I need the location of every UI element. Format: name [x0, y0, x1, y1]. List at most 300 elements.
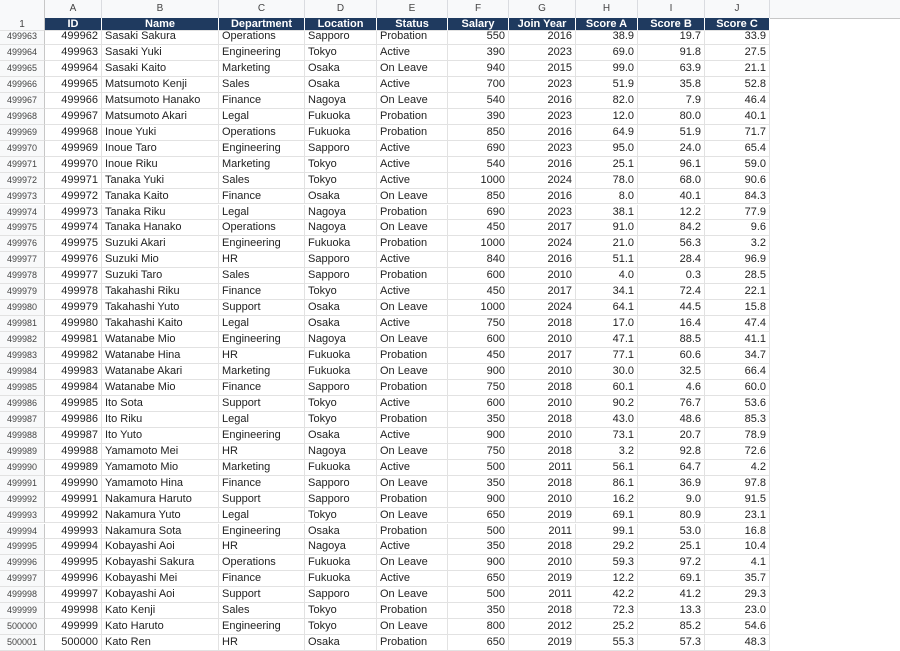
table-cell[interactable]: 450: [448, 348, 509, 364]
table-cell[interactable]: Kato Haruto: [102, 619, 219, 635]
table-cell[interactable]: 28.5: [705, 268, 770, 284]
table-cell[interactable]: Finance: [219, 380, 305, 396]
table-cell[interactable]: Sapporo: [305, 380, 377, 396]
table-cell[interactable]: 96.9: [705, 252, 770, 268]
table-cell[interactable]: Matsumoto Akari: [102, 109, 219, 125]
table-cell[interactable]: Tanaka Yuki: [102, 173, 219, 189]
table-header-join-year[interactable]: Join Year: [509, 18, 576, 31]
table-cell[interactable]: Marketing: [219, 364, 305, 380]
table-cell[interactable]: Active: [377, 77, 448, 93]
table-cell[interactable]: 38.1: [576, 205, 638, 221]
table-cell[interactable]: Sapporo: [305, 31, 377, 45]
table-header-salary[interactable]: Salary: [448, 18, 509, 31]
table-cell[interactable]: On Leave: [377, 93, 448, 109]
table-cell[interactable]: 840: [448, 252, 509, 268]
row-number[interactable]: 499970: [0, 141, 45, 157]
table-cell[interactable]: 499974: [45, 220, 102, 236]
table-cell[interactable]: Nagoya: [305, 332, 377, 348]
row-number[interactable]: 499963: [0, 31, 45, 45]
table-cell[interactable]: On Leave: [377, 189, 448, 205]
table-cell[interactable]: 499985: [45, 396, 102, 412]
table-cell[interactable]: Probation: [377, 524, 448, 540]
table-cell[interactable]: Marketing: [219, 157, 305, 173]
table-cell[interactable]: Suzuki Taro: [102, 268, 219, 284]
table-cell[interactable]: 7.9: [638, 93, 705, 109]
table-cell[interactable]: 499965: [45, 77, 102, 93]
table-cell[interactable]: Active: [377, 252, 448, 268]
table-cell[interactable]: Nagoya: [305, 205, 377, 221]
table-cell[interactable]: 12.2: [576, 571, 638, 587]
table-cell[interactable]: Engineering: [219, 45, 305, 61]
table-cell[interactable]: Kobayashi Mei: [102, 571, 219, 587]
table-cell[interactable]: Kobayashi Sakura: [102, 555, 219, 571]
table-cell[interactable]: 2016: [509, 93, 576, 109]
table-cell[interactable]: 53.0: [638, 524, 705, 540]
table-cell[interactable]: Legal: [219, 316, 305, 332]
table-cell[interactable]: Active: [377, 45, 448, 61]
table-cell[interactable]: Probation: [377, 603, 448, 619]
table-cell[interactable]: 56.1: [576, 460, 638, 476]
table-cell[interactable]: 499987: [45, 428, 102, 444]
table-cell[interactable]: 2017: [509, 284, 576, 300]
table-cell[interactable]: 350: [448, 476, 509, 492]
table-cell[interactable]: Tanaka Riku: [102, 205, 219, 221]
table-cell[interactable]: 59.0: [705, 157, 770, 173]
table-cell[interactable]: Legal: [219, 508, 305, 524]
table-cell[interactable]: 38.9: [576, 31, 638, 45]
table-cell[interactable]: 47.1: [576, 332, 638, 348]
table-cell[interactable]: 499964: [45, 61, 102, 77]
table-cell[interactable]: Engineering: [219, 428, 305, 444]
table-cell[interactable]: 2016: [509, 157, 576, 173]
table-cell[interactable]: Support: [219, 492, 305, 508]
table-cell[interactable]: Nakamura Haruto: [102, 492, 219, 508]
table-cell[interactable]: HR: [219, 348, 305, 364]
table-cell[interactable]: 24.0: [638, 141, 705, 157]
table-header-status[interactable]: Status: [377, 18, 448, 31]
table-cell[interactable]: Matsumoto Kenji: [102, 77, 219, 93]
column-header-c[interactable]: C: [219, 0, 305, 18]
table-cell[interactable]: 499963: [45, 45, 102, 61]
table-cell[interactable]: Active: [377, 539, 448, 555]
table-cell[interactable]: 34.7: [705, 348, 770, 364]
table-cell[interactable]: Fukuoka: [305, 109, 377, 125]
table-cell[interactable]: 21.1: [705, 61, 770, 77]
table-cell[interactable]: On Leave: [377, 508, 448, 524]
table-header-score-b[interactable]: Score B: [638, 18, 705, 31]
table-cell[interactable]: Probation: [377, 109, 448, 125]
table-cell[interactable]: 8.0: [576, 189, 638, 205]
table-cell[interactable]: Kato Kenji: [102, 603, 219, 619]
table-cell[interactable]: Osaka: [305, 316, 377, 332]
table-cell[interactable]: 48.6: [638, 412, 705, 428]
table-cell[interactable]: 22.1: [705, 284, 770, 300]
row-number[interactable]: 499981: [0, 316, 45, 332]
row-number[interactable]: 499996: [0, 555, 45, 571]
table-cell[interactable]: Inoue Riku: [102, 157, 219, 173]
table-cell[interactable]: 499971: [45, 173, 102, 189]
table-cell[interactable]: 25.2: [576, 619, 638, 635]
table-cell[interactable]: Takahashi Kaito: [102, 316, 219, 332]
table-cell[interactable]: 500: [448, 460, 509, 476]
table-cell[interactable]: 25.1: [576, 157, 638, 173]
table-cell[interactable]: 1000: [448, 173, 509, 189]
table-cell[interactable]: Marketing: [219, 61, 305, 77]
table-cell[interactable]: 499979: [45, 300, 102, 316]
table-cell[interactable]: 30.0: [576, 364, 638, 380]
table-cell[interactable]: 750: [448, 316, 509, 332]
table-cell[interactable]: 2016: [509, 189, 576, 205]
table-cell[interactable]: Takahashi Yuto: [102, 300, 219, 316]
table-cell[interactable]: 650: [448, 635, 509, 651]
table-cell[interactable]: 499980: [45, 316, 102, 332]
table-cell[interactable]: 99.1: [576, 524, 638, 540]
table-cell[interactable]: 63.9: [638, 61, 705, 77]
row-number[interactable]: 499993: [0, 508, 45, 524]
table-header-department[interactable]: Department: [219, 18, 305, 31]
table-cell[interactable]: 2010: [509, 396, 576, 412]
table-cell[interactable]: 350: [448, 603, 509, 619]
table-cell[interactable]: 700: [448, 77, 509, 93]
table-cell[interactable]: 2015: [509, 61, 576, 77]
table-cell[interactable]: 48.3: [705, 635, 770, 651]
table-cell[interactable]: 36.9: [638, 476, 705, 492]
table-cell[interactable]: Probation: [377, 635, 448, 651]
table-cell[interactable]: 900: [448, 428, 509, 444]
table-cell[interactable]: 17.0: [576, 316, 638, 332]
table-cell[interactable]: 2024: [509, 236, 576, 252]
table-cell[interactable]: 2023: [509, 45, 576, 61]
row-number[interactable]: 499977: [0, 252, 45, 268]
table-cell[interactable]: On Leave: [377, 476, 448, 492]
table-cell[interactable]: Fukuoka: [305, 364, 377, 380]
column-header-b[interactable]: B: [102, 0, 219, 18]
table-cell[interactable]: Tokyo: [305, 173, 377, 189]
row-number[interactable]: 499986: [0, 396, 45, 412]
table-cell[interactable]: Tokyo: [305, 508, 377, 524]
table-cell[interactable]: 499990: [45, 476, 102, 492]
table-cell[interactable]: Watanabe Hina: [102, 348, 219, 364]
table-cell[interactable]: 27.5: [705, 45, 770, 61]
table-cell[interactable]: HR: [219, 635, 305, 651]
table-cell[interactable]: 499978: [45, 284, 102, 300]
table-cell[interactable]: Operations: [219, 555, 305, 571]
table-cell[interactable]: 77.9: [705, 205, 770, 221]
table-cell[interactable]: 2019: [509, 571, 576, 587]
table-cell[interactable]: 91.8: [638, 45, 705, 61]
table-cell[interactable]: Fukuoka: [305, 571, 377, 587]
table-cell[interactable]: Operations: [219, 220, 305, 236]
table-cell[interactable]: Watanabe Mio: [102, 380, 219, 396]
table-cell[interactable]: 499989: [45, 460, 102, 476]
table-cell[interactable]: 68.0: [638, 173, 705, 189]
table-cell[interactable]: 499969: [45, 141, 102, 157]
table-cell[interactable]: Engineering: [219, 619, 305, 635]
table-cell[interactable]: Inoue Yuki: [102, 125, 219, 141]
table-cell[interactable]: 850: [448, 189, 509, 205]
table-cell[interactable]: 600: [448, 396, 509, 412]
column-header-d[interactable]: D: [305, 0, 377, 18]
row-number[interactable]: 499966: [0, 77, 45, 93]
table-cell[interactable]: 2012: [509, 619, 576, 635]
table-cell[interactable]: Active: [377, 428, 448, 444]
column-header-g[interactable]: G: [509, 0, 576, 18]
table-cell[interactable]: Active: [377, 173, 448, 189]
column-header-j[interactable]: J: [705, 0, 770, 18]
table-cell[interactable]: 52.8: [705, 77, 770, 93]
table-cell[interactable]: 900: [448, 555, 509, 571]
table-cell[interactable]: 499981: [45, 332, 102, 348]
table-cell[interactable]: 2018: [509, 316, 576, 332]
table-cell[interactable]: 44.5: [638, 300, 705, 316]
table-cell[interactable]: HR: [219, 539, 305, 555]
table-cell[interactable]: Yamamoto Mei: [102, 444, 219, 460]
table-cell[interactable]: 41.2: [638, 587, 705, 603]
table-cell[interactable]: Fukuoka: [305, 236, 377, 252]
table-cell[interactable]: 2018: [509, 603, 576, 619]
table-cell[interactable]: 60.0: [705, 380, 770, 396]
table-cell[interactable]: 600: [448, 332, 509, 348]
table-cell[interactable]: 2019: [509, 635, 576, 651]
table-cell[interactable]: 99.0: [576, 61, 638, 77]
table-cell[interactable]: 46.4: [705, 93, 770, 109]
table-cell[interactable]: On Leave: [377, 220, 448, 236]
row-number[interactable]: 499978: [0, 268, 45, 284]
table-cell[interactable]: 13.3: [638, 603, 705, 619]
table-cell[interactable]: 900: [448, 364, 509, 380]
table-cell[interactable]: Sales: [219, 77, 305, 93]
table-cell[interactable]: 51.9: [638, 125, 705, 141]
table-cell[interactable]: Operations: [219, 125, 305, 141]
table-cell[interactable]: On Leave: [377, 619, 448, 635]
row-number[interactable]: 499994: [0, 524, 45, 540]
table-cell[interactable]: 550: [448, 31, 509, 45]
table-cell[interactable]: 73.1: [576, 428, 638, 444]
table-cell[interactable]: 499973: [45, 205, 102, 221]
table-cell[interactable]: Sapporo: [305, 476, 377, 492]
table-cell[interactable]: 2010: [509, 364, 576, 380]
table-cell[interactable]: 34.1: [576, 284, 638, 300]
row-number[interactable]: 499988: [0, 428, 45, 444]
row-number[interactable]: 499976: [0, 236, 45, 252]
table-cell[interactable]: 4.1: [705, 555, 770, 571]
table-cell[interactable]: Sales: [219, 268, 305, 284]
table-cell[interactable]: 2017: [509, 348, 576, 364]
table-cell[interactable]: Support: [219, 587, 305, 603]
table-cell[interactable]: On Leave: [377, 300, 448, 316]
table-cell[interactable]: Sales: [219, 173, 305, 189]
table-cell[interactable]: Osaka: [305, 524, 377, 540]
table-cell[interactable]: 43.0: [576, 412, 638, 428]
table-cell[interactable]: 51.9: [576, 77, 638, 93]
table-cell[interactable]: 3.2: [705, 236, 770, 252]
table-cell[interactable]: Legal: [219, 109, 305, 125]
table-cell[interactable]: Tokyo: [305, 157, 377, 173]
row-number[interactable]: 499987: [0, 412, 45, 428]
table-cell[interactable]: 91.5: [705, 492, 770, 508]
table-cell[interactable]: 40.1: [638, 189, 705, 205]
table-cell[interactable]: On Leave: [377, 444, 448, 460]
table-cell[interactable]: 56.3: [638, 236, 705, 252]
table-cell[interactable]: Nakamura Sota: [102, 524, 219, 540]
table-cell[interactable]: 500000: [45, 635, 102, 651]
table-cell[interactable]: 499977: [45, 268, 102, 284]
table-cell[interactable]: 91.0: [576, 220, 638, 236]
table-cell[interactable]: Active: [377, 316, 448, 332]
row-number[interactable]: 499968: [0, 109, 45, 125]
table-cell[interactable]: HR: [219, 252, 305, 268]
table-cell[interactable]: 2016: [509, 252, 576, 268]
table-cell[interactable]: 57.3: [638, 635, 705, 651]
table-cell[interactable]: Sasaki Yuki: [102, 45, 219, 61]
table-header-name[interactable]: Name: [102, 18, 219, 31]
row-number[interactable]: 499999: [0, 603, 45, 619]
table-cell[interactable]: 2011: [509, 524, 576, 540]
table-cell[interactable]: 500: [448, 524, 509, 540]
table-cell[interactable]: 12.0: [576, 109, 638, 125]
table-cell[interactable]: 35.8: [638, 77, 705, 93]
table-cell[interactable]: Probation: [377, 492, 448, 508]
row-number[interactable]: 500000: [0, 619, 45, 635]
table-cell[interactable]: 71.7: [705, 125, 770, 141]
table-cell[interactable]: 29.3: [705, 587, 770, 603]
table-cell[interactable]: Probation: [377, 205, 448, 221]
table-cell[interactable]: 2018: [509, 444, 576, 460]
table-cell[interactable]: 2010: [509, 268, 576, 284]
table-cell[interactable]: Legal: [219, 412, 305, 428]
table-cell[interactable]: Yamamoto Mio: [102, 460, 219, 476]
table-cell[interactable]: 2018: [509, 476, 576, 492]
row-number[interactable]: 499989: [0, 444, 45, 460]
table-cell[interactable]: Marketing: [219, 460, 305, 476]
column-header-i[interactable]: I: [638, 0, 705, 18]
table-cell[interactable]: Fukuoka: [305, 555, 377, 571]
table-cell[interactable]: Active: [377, 571, 448, 587]
row-number[interactable]: 499971: [0, 157, 45, 173]
table-cell[interactable]: 2018: [509, 539, 576, 555]
table-cell[interactable]: 53.6: [705, 396, 770, 412]
table-cell[interactable]: Suzuki Akari: [102, 236, 219, 252]
table-cell[interactable]: 69.1: [576, 508, 638, 524]
table-cell[interactable]: 390: [448, 45, 509, 61]
table-cell[interactable]: On Leave: [377, 332, 448, 348]
table-cell[interactable]: 1000: [448, 300, 509, 316]
table-cell[interactable]: Nagoya: [305, 220, 377, 236]
table-cell[interactable]: Finance: [219, 571, 305, 587]
table-cell[interactable]: 19.7: [638, 31, 705, 45]
table-cell[interactable]: Engineering: [219, 524, 305, 540]
table-cell[interactable]: 69.0: [576, 45, 638, 61]
table-cell[interactable]: 90.2: [576, 396, 638, 412]
table-cell[interactable]: 2024: [509, 173, 576, 189]
table-cell[interactable]: Sapporo: [305, 268, 377, 284]
table-cell[interactable]: 84.2: [638, 220, 705, 236]
table-cell[interactable]: Ito Sota: [102, 396, 219, 412]
table-cell[interactable]: 85.3: [705, 412, 770, 428]
table-cell[interactable]: Sapporo: [305, 587, 377, 603]
table-cell[interactable]: 540: [448, 157, 509, 173]
table-cell[interactable]: 499988: [45, 444, 102, 460]
table-cell[interactable]: Finance: [219, 476, 305, 492]
table-cell[interactable]: HR: [219, 444, 305, 460]
table-cell[interactable]: Matsumoto Hanako: [102, 93, 219, 109]
table-cell[interactable]: 51.1: [576, 252, 638, 268]
row-number[interactable]: 499991: [0, 476, 45, 492]
table-cell[interactable]: Engineering: [219, 332, 305, 348]
table-cell[interactable]: Tokyo: [305, 619, 377, 635]
table-cell[interactable]: Support: [219, 396, 305, 412]
table-cell[interactable]: Tokyo: [305, 45, 377, 61]
table-header-score-c[interactable]: Score C: [705, 18, 770, 31]
row-number[interactable]: 499992: [0, 492, 45, 508]
table-cell[interactable]: 47.4: [705, 316, 770, 332]
table-cell[interactable]: 2011: [509, 587, 576, 603]
table-cell[interactable]: Osaka: [305, 300, 377, 316]
table-cell[interactable]: 650: [448, 571, 509, 587]
table-cell[interactable]: Osaka: [305, 428, 377, 444]
table-cell[interactable]: 64.7: [638, 460, 705, 476]
table-cell[interactable]: Probation: [377, 236, 448, 252]
table-cell[interactable]: Engineering: [219, 236, 305, 252]
row-number[interactable]: 499973: [0, 189, 45, 205]
table-cell[interactable]: Nagoya: [305, 93, 377, 109]
table-cell[interactable]: Ito Riku: [102, 412, 219, 428]
table-cell[interactable]: Suzuki Mio: [102, 252, 219, 268]
table-cell[interactable]: Kato Ren: [102, 635, 219, 651]
table-cell[interactable]: 600: [448, 268, 509, 284]
table-cell[interactable]: 2010: [509, 555, 576, 571]
table-cell[interactable]: 499992: [45, 508, 102, 524]
table-cell[interactable]: 80.9: [638, 508, 705, 524]
table-cell[interactable]: 900: [448, 492, 509, 508]
table-cell[interactable]: 35.7: [705, 571, 770, 587]
table-cell[interactable]: Fukuoka: [305, 348, 377, 364]
table-cell[interactable]: 72.6: [705, 444, 770, 460]
table-cell[interactable]: 2018: [509, 412, 576, 428]
table-cell[interactable]: 23.0: [705, 603, 770, 619]
table-cell[interactable]: Sales: [219, 603, 305, 619]
table-cell[interactable]: 65.4: [705, 141, 770, 157]
column-header-e[interactable]: E: [377, 0, 448, 18]
table-cell[interactable]: 9.6: [705, 220, 770, 236]
table-cell[interactable]: 350: [448, 539, 509, 555]
row-number[interactable]: 499979: [0, 284, 45, 300]
row-number[interactable]: 499983: [0, 348, 45, 364]
table-cell[interactable]: Operations: [219, 31, 305, 45]
table-cell[interactable]: Fukuoka: [305, 125, 377, 141]
row-number[interactable]: 499995: [0, 539, 45, 555]
table-cell[interactable]: 350: [448, 412, 509, 428]
table-cell[interactable]: Watanabe Akari: [102, 364, 219, 380]
table-cell[interactable]: 499968: [45, 125, 102, 141]
table-cell[interactable]: 450: [448, 220, 509, 236]
table-cell[interactable]: 23.1: [705, 508, 770, 524]
table-cell[interactable]: Active: [377, 396, 448, 412]
table-cell[interactable]: Inoue Taro: [102, 141, 219, 157]
table-header-id[interactable]: ID: [45, 18, 102, 31]
table-cell[interactable]: 2023: [509, 109, 576, 125]
row-number[interactable]: 499965: [0, 61, 45, 77]
table-cell[interactable]: Finance: [219, 93, 305, 109]
table-cell[interactable]: Yamamoto Hina: [102, 476, 219, 492]
table-cell[interactable]: 499984: [45, 380, 102, 396]
table-cell[interactable]: 97.2: [638, 555, 705, 571]
row-number[interactable]: 499982: [0, 332, 45, 348]
table-cell[interactable]: Sapporo: [305, 141, 377, 157]
table-cell[interactable]: Osaka: [305, 77, 377, 93]
table-cell[interactable]: 10.4: [705, 539, 770, 555]
table-cell[interactable]: 60.1: [576, 380, 638, 396]
